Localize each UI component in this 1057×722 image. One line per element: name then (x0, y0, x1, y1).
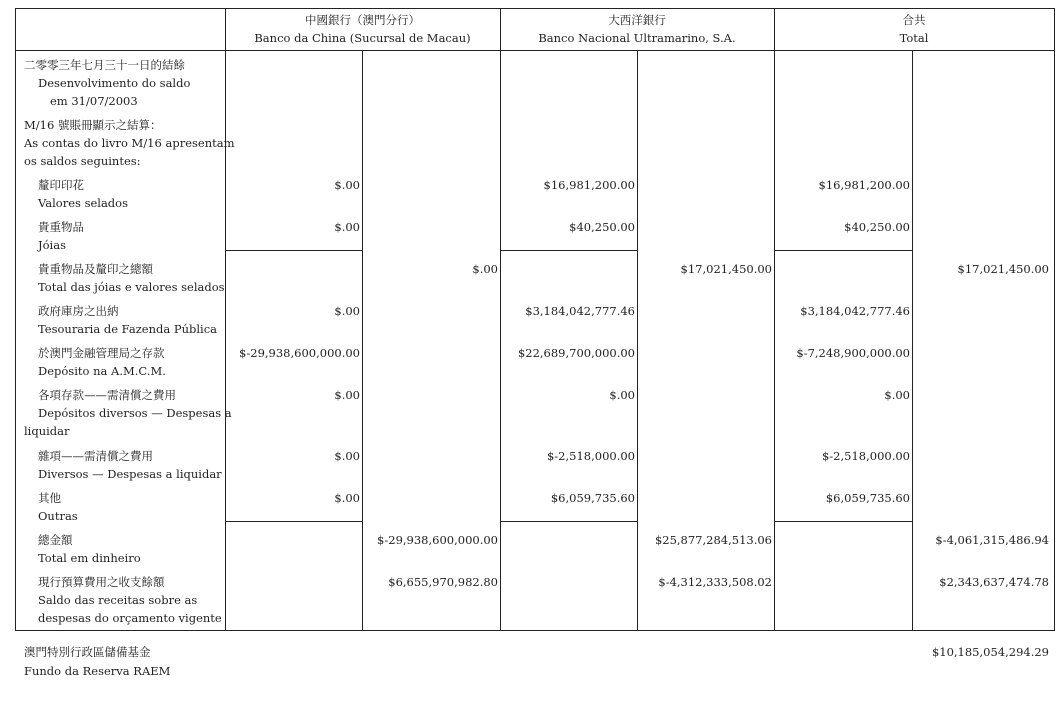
row-label-pt: Tesouraria de Fazenda Pública (38, 322, 218, 336)
row-label-pt: Jóias (38, 238, 66, 252)
amount-boc: $.00 (334, 491, 360, 505)
amount-total: $16,981,200.00 (818, 178, 910, 192)
row-label-pt-cont: despesas do orçamento vigente (38, 611, 222, 625)
row-label-pt: Valores selados (38, 196, 128, 210)
header-bnu-zh: 大西洋銀行 (608, 13, 666, 27)
amount-bnu: $22,689,700,000.00 (517, 346, 635, 360)
footer-label-zh: 澳門特別行政區儲備基金 (24, 645, 151, 659)
amount-total: $6,059,735.60 (825, 491, 910, 505)
rule-right (1054, 8, 1055, 631)
rule-col-total (774, 8, 775, 631)
amount-boc: $.00 (334, 178, 360, 192)
row-label-pt: Total das jóias e valores selados (38, 280, 225, 294)
rule-col-boc (225, 8, 226, 631)
row-label-zh: 貴重物品及釐印之總額 (38, 262, 153, 276)
amount-boc: $-29,938,600,000.00 (239, 346, 360, 360)
header-bnu-pt: Banco Nacional Ultramarino, S.A. (538, 31, 736, 45)
amount-total: $.00 (884, 388, 910, 402)
row-label-pt: Saldo das receitas sobre as (38, 593, 198, 607)
subtotal-bnu: $-4,312,333,508.02 (658, 575, 772, 589)
row-label-zh: 各項存款——需清償之費用 (38, 388, 176, 402)
header-boc-zh: 中國銀行（澳門分行） (305, 13, 420, 27)
row-label-pt-cont: liquidar (24, 424, 70, 438)
row-label-pt: Outras (38, 509, 78, 523)
rule-sub-tot-1 (774, 250, 912, 251)
amount-boc: $.00 (334, 449, 360, 463)
rule-sub-boc-2 (225, 521, 362, 522)
subtotal-total: $17,021,450.00 (957, 262, 1049, 276)
rule-sub-bnu-1 (500, 250, 637, 251)
row-label-pt: Depósitos diversos — Despesas a (38, 406, 232, 420)
row-label-zh: 雜項——需清償之費用 (38, 449, 153, 463)
amount-bnu: $40,250.00 (569, 220, 635, 234)
intro-line-2: Desenvolvimento do saldo (38, 76, 191, 90)
row-label-zh: 總金額 (38, 533, 73, 547)
row-label-pt: Total em dinheiro (38, 551, 141, 565)
amount-total: $-2,518,000.00 (821, 449, 910, 463)
amount-boc: $.00 (334, 304, 360, 318)
amount-bnu: $3,184,042,777.46 (525, 304, 635, 318)
footer-amount: $10,185,054,294.29 (931, 645, 1049, 659)
amount-bnu: $6,059,735.60 (550, 491, 635, 505)
row-label-pt: Depósito na A.M.C.M. (38, 364, 166, 378)
amount-boc: $.00 (334, 388, 360, 402)
row-label-zh: 於澳門金融管理局之存款 (38, 346, 165, 360)
subtotal-bnu: $25,877,284,513.06 (654, 533, 772, 547)
header-boc-pt: Banco da China (Sucursal de Macau) (254, 31, 471, 45)
subtotal-boc: $-29,938,600,000.00 (377, 533, 498, 547)
subtotal-total: $2,343,637,474.78 (939, 575, 1049, 589)
rule-sub-tot-2 (774, 521, 912, 522)
rule-sub-bnu-2 (500, 521, 637, 522)
intro-line-1: 二零零三年七月三十一日的結餘 (24, 58, 185, 72)
header-total-zh: 合共 (902, 13, 926, 27)
intro-line-5: As contas do livro M/16 apresentam (24, 136, 235, 150)
amount-bnu: $16,981,200.00 (543, 178, 635, 192)
rule-left (15, 8, 16, 631)
subtotal-boc: $.00 (472, 262, 498, 276)
row-label-zh: 貴重物品 (38, 220, 84, 234)
row-label-zh: 現行預算費用之收支餘額 (38, 575, 165, 589)
row-label-zh: 釐印印花 (38, 178, 84, 192)
subtotal-boc: $6,655,970,982.80 (388, 575, 498, 589)
amount-total: $40,250.00 (844, 220, 910, 234)
amount-bnu: $.00 (609, 388, 635, 402)
amount-total: $-7,248,900,000.00 (796, 346, 910, 360)
rule-col-bnu (500, 8, 501, 631)
intro-line-4: M/16 號賬冊顯示之結算： (24, 118, 162, 132)
rule-header-bottom (15, 50, 1055, 51)
subtotal-bnu: $17,021,450.00 (680, 262, 772, 276)
amount-boc: $.00 (334, 220, 360, 234)
header-total-pt: Total (899, 31, 929, 45)
intro-line-3: em 31/07/2003 (50, 94, 138, 108)
row-label-zh: 政府庫房之出納 (38, 304, 119, 318)
intro-line-6: os saldos seguintes: (24, 154, 141, 168)
amount-bnu: $-2,518,000.00 (546, 449, 635, 463)
rule-table-bottom (15, 630, 1055, 631)
footer-label-pt: Fundo da Reserva RAEM (24, 664, 171, 678)
subtotal-total: $-4,061,315,486.94 (935, 533, 1049, 547)
amount-total: $3,184,042,777.46 (800, 304, 910, 318)
rule-top (15, 8, 1055, 9)
row-label-zh: 其他 (38, 491, 61, 505)
rule-sub-boc-1 (225, 250, 362, 251)
row-label-pt: Diversos — Despesas a liquidar (38, 467, 222, 481)
